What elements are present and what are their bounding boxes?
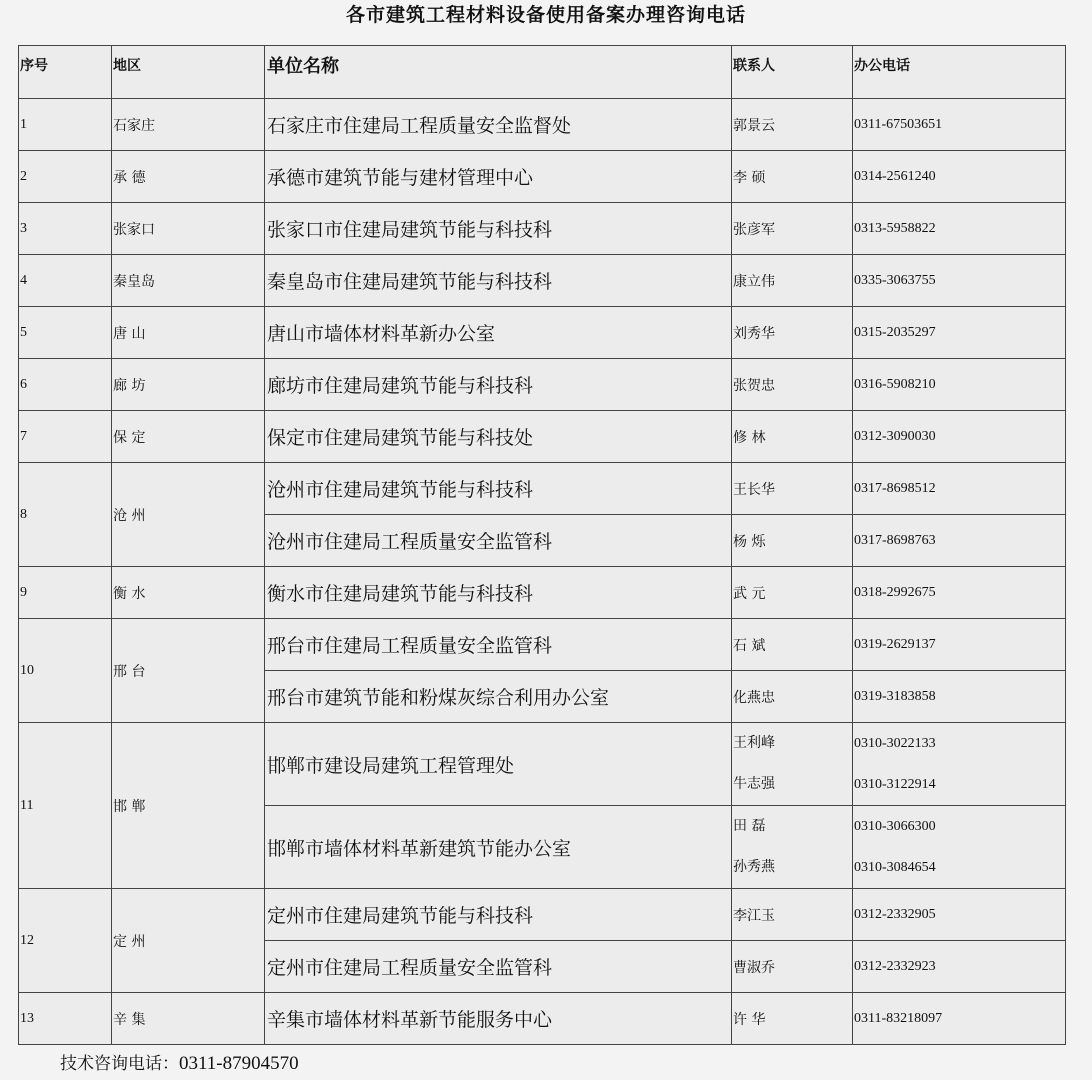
cell-region: 石家庄 <box>112 99 265 151</box>
cell-unit-name: 辛集市墙体材料革新节能服务中心 <box>265 993 732 1045</box>
cell-no: 5 <box>19 307 112 359</box>
phone-number: 0310-3122914 <box>854 777 936 792</box>
cell-contact: 曹淑乔 <box>732 941 853 993</box>
cell-phone: 0316-5908210 <box>853 359 1066 411</box>
cell-no: 12 <box>19 889 112 993</box>
cell-phone: 0317-8698512 <box>853 463 1066 515</box>
cell-region: 唐 山 <box>112 307 265 359</box>
cell-region: 衡 水 <box>112 567 265 619</box>
table-row <box>19 307 1066 359</box>
footer-label: 技术咨询电话： <box>60 1054 179 1074</box>
contact-table <box>18 45 1066 1045</box>
cell-contact: 王长华 <box>732 463 853 515</box>
footer-phone: 0311-87904570 <box>179 1053 299 1074</box>
cell-unit-name: 秦皇岛市住建局建筑节能与科技科 <box>265 255 732 307</box>
cell-contact <box>732 723 853 806</box>
cell-unit-name: 唐山市墙体材料革新办公室 <box>265 307 732 359</box>
cell-unit-name: 沧州市住建局建筑节能与科技科 <box>265 463 732 515</box>
cell-unit-name: 定州市住建局工程质量安全监管科 <box>265 941 732 993</box>
cell-region: 秦皇岛 <box>112 255 265 307</box>
table-row <box>19 723 1066 806</box>
table-row <box>19 203 1066 255</box>
cell-contact: 许 华 <box>732 993 853 1045</box>
cell-unit-name: 石家庄市住建局工程质量安全监督处 <box>265 99 732 151</box>
table-row <box>19 151 1066 203</box>
cell-contact: 石 斌 <box>732 619 853 671</box>
cell-unit-name: 邯郸市建设局建筑工程管理处 <box>265 723 732 806</box>
cell-phone: 0318-2992675 <box>853 567 1066 619</box>
cell-contact: 化燕忠 <box>732 671 853 723</box>
cell-phone: 0311-67503651 <box>853 99 1066 151</box>
cell-no: 6 <box>19 359 112 411</box>
table-row <box>19 889 1066 941</box>
cell-phone: 0319-2629137 <box>853 619 1066 671</box>
header-contact: 联系人 <box>732 46 853 99</box>
cell-contact: 杨 烁 <box>732 515 853 567</box>
cell-region: 辛 集 <box>112 993 265 1045</box>
table-header-row <box>19 46 1066 99</box>
cell-contact: 郭景云 <box>732 99 853 151</box>
cell-contact: 张彦军 <box>732 203 853 255</box>
contact-name: 孙秀燕 <box>733 859 775 875</box>
cell-unit-name: 保定市住建局建筑节能与科技处 <box>265 411 732 463</box>
cell-no: 7 <box>19 411 112 463</box>
cell-no: 13 <box>19 993 112 1045</box>
phone-number: 0310-3066300 <box>854 819 936 834</box>
cell-no: 10 <box>19 619 112 723</box>
cell-contact: 李江玉 <box>732 889 853 941</box>
cell-region: 邯 郸 <box>112 723 265 889</box>
table-row <box>19 619 1066 671</box>
contact-name: 牛志强 <box>733 776 775 792</box>
header-region: 地区 <box>112 46 265 99</box>
cell-region: 定 州 <box>112 889 265 993</box>
cell-no: 3 <box>19 203 112 255</box>
header-unit: 单位名称 <box>265 46 732 99</box>
cell-phone: 0315-2035297 <box>853 307 1066 359</box>
cell-unit-name: 邢台市建筑节能和粉煤灰综合利用办公室 <box>265 671 732 723</box>
cell-phone: 0313-5958822 <box>853 203 1066 255</box>
cell-contact: 张贺忠 <box>732 359 853 411</box>
cell-phone: 0312-2332905 <box>853 889 1066 941</box>
table-row <box>19 567 1066 619</box>
cell-no: 4 <box>19 255 112 307</box>
cell-no: 11 <box>19 723 112 889</box>
cell-region: 廊 坊 <box>112 359 265 411</box>
cell-phone: 0314-2561240 <box>853 151 1066 203</box>
cell-unit-name: 邯郸市墙体材料革新建筑节能办公室 <box>265 806 732 889</box>
page-title: 各市建筑工程材料设备使用备案办理咨询电话 <box>345 4 746 26</box>
table-row <box>19 993 1066 1045</box>
cell-unit-name: 承德市建筑节能与建材管理中心 <box>265 151 732 203</box>
cell-region: 张家口 <box>112 203 265 255</box>
cell-region: 沧 州 <box>112 463 265 567</box>
cell-unit-name: 定州市住建局建筑节能与科技科 <box>265 889 732 941</box>
cell-no: 2 <box>19 151 112 203</box>
header-no: 序号 <box>19 46 112 99</box>
cell-phone: 0311-83218097 <box>853 993 1066 1045</box>
contact-name: 王利峰 <box>733 735 775 751</box>
cell-unit-name: 邢台市住建局工程质量安全监管科 <box>265 619 732 671</box>
cell-phone: 0335-3063755 <box>853 255 1066 307</box>
cell-unit-name: 张家口市住建局建筑节能与科技科 <box>265 203 732 255</box>
cell-unit-name: 沧州市住建局工程质量安全监管科 <box>265 515 732 567</box>
table-row <box>19 411 1066 463</box>
cell-phone: 0312-3090030 <box>853 411 1066 463</box>
table-row <box>19 359 1066 411</box>
cell-phone: 0312-2332923 <box>853 941 1066 993</box>
cell-phone: 0319-3183858 <box>853 671 1066 723</box>
cell-contact: 武 元 <box>732 567 853 619</box>
header-phone: 办公电话 <box>853 46 1066 99</box>
phone-number: 0310-3022133 <box>854 736 936 751</box>
cell-no: 1 <box>19 99 112 151</box>
cell-region: 保 定 <box>112 411 265 463</box>
phone-number: 0310-3084654 <box>854 860 936 875</box>
table-row <box>19 255 1066 307</box>
cell-unit-name: 廊坊市住建局建筑节能与科技科 <box>265 359 732 411</box>
cell-contact <box>732 806 853 889</box>
cell-phone <box>853 723 1066 806</box>
table-row <box>19 99 1066 151</box>
cell-contact: 刘秀华 <box>732 307 853 359</box>
cell-unit-name: 衡水市住建局建筑节能与科技科 <box>265 567 732 619</box>
table-body <box>19 99 1066 1045</box>
table-row <box>19 463 1066 515</box>
cell-no: 9 <box>19 567 112 619</box>
cell-no: 8 <box>19 463 112 567</box>
cell-phone <box>853 806 1066 889</box>
cell-contact: 李 硕 <box>732 151 853 203</box>
cell-phone: 0317-8698763 <box>853 515 1066 567</box>
cell-region: 承 德 <box>112 151 265 203</box>
cell-contact: 康立伟 <box>732 255 853 307</box>
cell-contact: 修 林 <box>732 411 853 463</box>
footer <box>60 1050 299 1078</box>
contact-name: 田 磊 <box>733 818 766 834</box>
cell-region: 邢 台 <box>112 619 265 723</box>
